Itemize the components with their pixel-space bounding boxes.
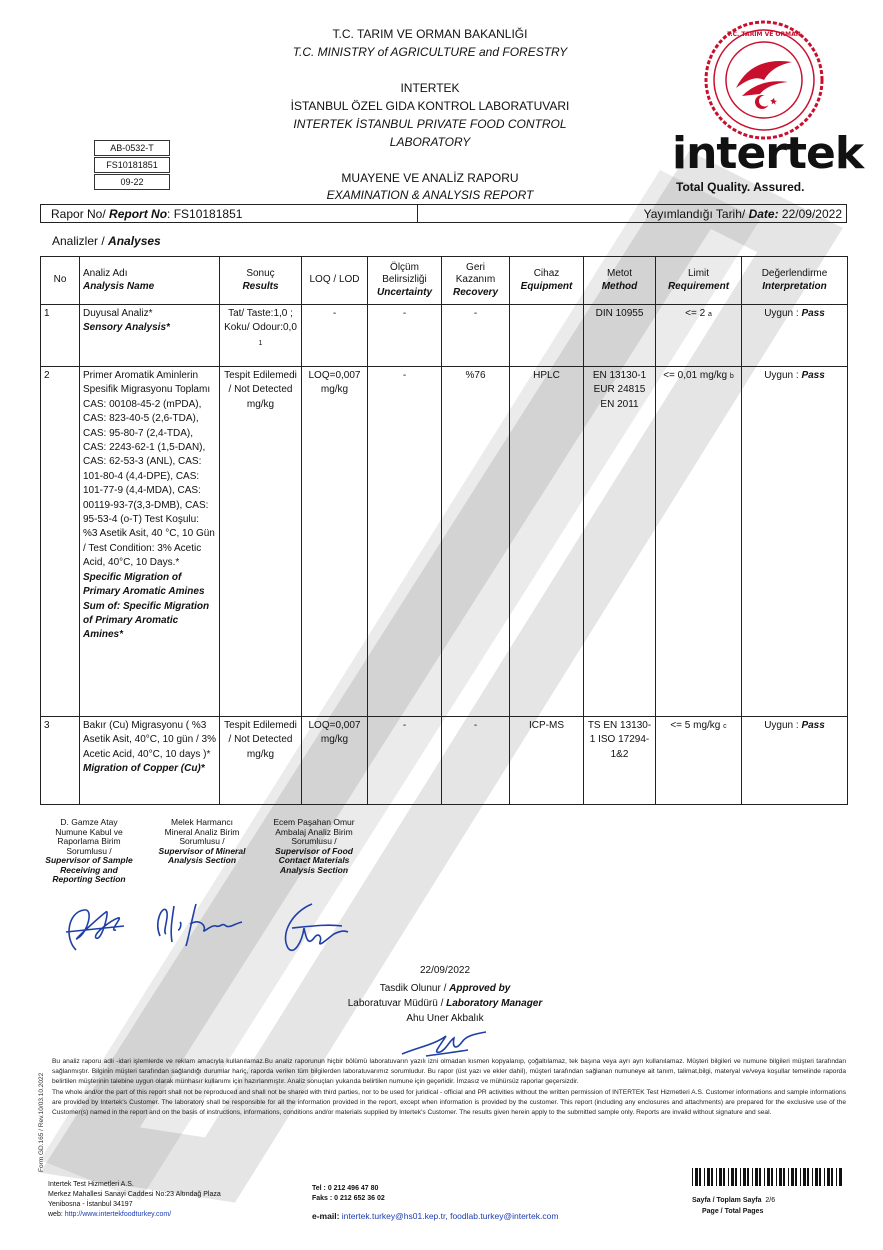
header-rec-tr1: Geri bbox=[466, 261, 485, 273]
header-loq: LOQ / LOD bbox=[302, 257, 368, 305]
intertek-logo: intertek bbox=[672, 128, 864, 179]
cell-analysis-name bbox=[80, 717, 220, 805]
manager-line bbox=[300, 997, 590, 1011]
disclaimer-en: The whole and/or the part of this report shall not be reproduced and shall not be shared with third parties, nor to be used for juridical - official and PR activities without the written permission of INTERTEK Test Hizmetleri A.S. Customer informations and sample informations are provided by Intertek's Customer. The laboratory shall be responsible for all the information provided in the report, except when information is provided by the customer. This report (including any enclosures and attachments) are prepared for the exclusive use of the Customer(s) named in the report and on the basis of instructions, informations, conditions and/or materials supplied by Intertek's Customer. The results given herein apply to the submitted sample only. Reports are invalid without signature and seal. bbox=[52, 1088, 846, 1117]
header-method-en: Method bbox=[601, 280, 638, 292]
cell-method: DIN 10955 bbox=[584, 305, 656, 367]
barcode-bar bbox=[707, 1168, 710, 1186]
code-box-form: AB-0532-T bbox=[94, 140, 170, 156]
cell-limit bbox=[656, 305, 742, 367]
barcode-bar bbox=[719, 1168, 722, 1186]
cell-loq: LOQ=0,007 mg/kg bbox=[302, 367, 368, 717]
header-interpretation bbox=[742, 257, 848, 305]
header-interp-tr: Değerlendirme bbox=[761, 268, 828, 279]
footer-tel: Tel : 0 212 496 47 80 bbox=[312, 1185, 379, 1192]
report-bar-divider bbox=[417, 205, 418, 222]
footer-phone bbox=[312, 1184, 385, 1204]
barcode-icon bbox=[692, 1168, 842, 1186]
table-row bbox=[41, 717, 848, 805]
report-no-label-tr: Rapor No/ bbox=[51, 207, 110, 221]
barcode-bar bbox=[819, 1168, 821, 1186]
header-uncertainty bbox=[368, 257, 442, 305]
barcode-bar bbox=[839, 1168, 842, 1186]
footer-web-label: web: bbox=[48, 1211, 65, 1218]
barcode-bar bbox=[740, 1168, 741, 1186]
table-header-row bbox=[41, 257, 848, 305]
footer-company bbox=[48, 1180, 221, 1220]
barcode-bar bbox=[788, 1168, 789, 1186]
signatory-3-title-tr: Ambalaj Analiz Birim Sorumlusu / bbox=[275, 826, 353, 846]
header-equip-tr: Cihaz bbox=[533, 268, 560, 279]
interp-en: Pass bbox=[801, 370, 825, 381]
barcode-bar bbox=[783, 1168, 785, 1186]
approved-by-tr: Tasdik Olunur / bbox=[379, 983, 450, 994]
interp-tr: Uygun : bbox=[764, 308, 802, 319]
limit-value: <= 2 bbox=[685, 308, 706, 319]
table-row bbox=[41, 367, 848, 717]
report-no-value: : FS10181851 bbox=[167, 207, 243, 221]
lab-name: INTERTEK bbox=[400, 81, 460, 95]
svg-text:T.C. TARIM VE ORMAN: T.C. TARIM VE ORMAN bbox=[727, 31, 801, 38]
signatory-1 bbox=[40, 818, 138, 885]
barcode-bar bbox=[779, 1168, 782, 1186]
table-row bbox=[41, 305, 848, 367]
footer-address-2: Yenibosna - İstanbul 34197 bbox=[48, 1201, 133, 1208]
barcode-bar bbox=[743, 1168, 746, 1186]
disclaimer-tr: Bu analiz raporu adli -idari işlemlerde ve reklam amacıyla kullanılamaz.Bu analiz raporunun hiçbir bölümü laboratuvarın yazılı izni olmadan kısmen kopyalanıp, çoğaltılamaz, tek başına veya ayrı ayrı kullanılamaz. Müşteri bilgileri ve numune bilgileri müşteri tarafından sağlanmıştır. Bilginin müşteri tarafından sağlandığı durumlar hariç, raporda verilen tüm bilgilerden laboratuvarımız sorumludur. Bu rapor (üst yazı ve ekler dahil), müşteri tarafından sağlanan numuneye ait tanım, talimat,bilgi, materyal ve/veya koşullar temelinde raporda belirtilen müşterinin talebine uygun olarak münhasır kullanımı için hazırlanmıştır. Analiz sonuçları yukarıda belirtilen numune için geçerlidir. İmzasız ve mühürsüz raporlar geçersizdir. bbox=[52, 1058, 846, 1086]
cell-analysis-name bbox=[80, 305, 220, 367]
approval-line bbox=[300, 982, 590, 996]
signature-2-icon bbox=[150, 896, 250, 952]
report-info-bar bbox=[40, 204, 847, 223]
analysis-name-en: Sensory Analysis* bbox=[83, 322, 170, 334]
cell-no: 2 bbox=[41, 367, 80, 717]
limit-value: <= 0,01 mg/kg bbox=[663, 370, 728, 381]
cell-uncertainty: - bbox=[368, 717, 442, 805]
cell-equipment: HPLC bbox=[510, 367, 584, 717]
cell-result: Tespit Edilemedi / Not Detected mg/kg bbox=[220, 367, 302, 717]
interp-tr: Uygun : bbox=[764, 370, 802, 381]
barcode-bar bbox=[791, 1168, 794, 1186]
barcode-bar bbox=[752, 1168, 753, 1186]
lab-name-en-1: INTERTEK İSTANBUL PRIVATE FOOD CONTROL bbox=[293, 117, 567, 131]
barcode-bar bbox=[728, 1168, 729, 1186]
analysis-name-en: Specific Migration of Primary Aromatic Amines Sum of: Specific Migration of Primary Aromatic Amines* bbox=[83, 571, 210, 641]
analysis-name-tr: Duyusal Analiz* bbox=[83, 308, 153, 319]
cell-recovery: - bbox=[442, 717, 510, 805]
footer-address-1: Merkez Mahallesi Sanayi Caddesi No:23 Altındağ Plaza bbox=[48, 1191, 221, 1198]
barcode-bar bbox=[836, 1168, 837, 1186]
signatory-1-title-tr: Numune Kabul ve Raporlama Birim Sorumlusu / bbox=[55, 826, 123, 856]
header-results bbox=[220, 257, 302, 305]
signatory-3-title-en: Supervisor of Food Contact Materials Analysis Section bbox=[275, 845, 353, 875]
cell-equipment: ICP-MS bbox=[510, 717, 584, 805]
cell-result bbox=[220, 305, 302, 367]
limit-footnote: b bbox=[729, 373, 734, 380]
page-count bbox=[692, 1196, 775, 1206]
cell-interpretation bbox=[742, 367, 848, 717]
lab-name-en-2: LABORATORY bbox=[389, 135, 471, 149]
barcode-bar bbox=[716, 1168, 717, 1186]
analysis-name-en: Migration of Copper (Cu)* bbox=[83, 763, 205, 775]
barcode-bar bbox=[807, 1168, 809, 1186]
code-box-report: FS10181851 bbox=[94, 157, 170, 173]
approval-date: 22/09/2022 bbox=[419, 965, 471, 976]
header-equip-en: Equipment bbox=[520, 280, 573, 292]
header-unc-tr2: Belirsizliği bbox=[382, 274, 427, 286]
code-box-date: 09-22 bbox=[94, 174, 170, 190]
barcode-bar bbox=[815, 1168, 818, 1186]
signatory-2 bbox=[152, 818, 252, 866]
barcode-bar bbox=[824, 1168, 825, 1186]
barcode-bar bbox=[776, 1168, 777, 1186]
cell-analysis-name bbox=[80, 367, 220, 717]
interp-en: Pass bbox=[801, 308, 825, 319]
interp-en: Pass bbox=[801, 720, 825, 731]
barcode-bar bbox=[800, 1168, 801, 1186]
header-equipment bbox=[510, 257, 584, 305]
result-footnote: 1 bbox=[258, 339, 263, 347]
barcode-bar bbox=[803, 1168, 806, 1186]
footer-web bbox=[48, 1210, 221, 1220]
header-limit bbox=[656, 257, 742, 305]
cell-equipment bbox=[510, 305, 584, 367]
signatory-1-name: D. Gamze Atay bbox=[60, 817, 118, 827]
footer-fax: Faks : 0 212 652 36 02 bbox=[312, 1195, 385, 1202]
barcode-bar bbox=[747, 1168, 749, 1186]
ministry-tr: T.C. TARIM VE ORMAN BAKANLIĞI bbox=[332, 27, 528, 41]
report-type-en: EXAMINATION & ANALYSIS REPORT bbox=[326, 188, 534, 202]
barcode-bar bbox=[695, 1168, 698, 1186]
header-analysis-name bbox=[80, 257, 220, 305]
manager-title-en: Laboratory Manager bbox=[446, 998, 543, 1009]
barcode-bar bbox=[735, 1168, 737, 1186]
lab-name-tr: İSTANBUL ÖZEL GIDA KONTROL LABORATUVARI bbox=[290, 99, 570, 113]
date-value: 22/09/2022 bbox=[778, 207, 842, 221]
barcode-bar bbox=[827, 1168, 830, 1186]
header-name-tr: Analiz Adı bbox=[83, 268, 128, 279]
header-recovery bbox=[442, 257, 510, 305]
cell-interpretation bbox=[742, 305, 848, 367]
cell-recovery: - bbox=[442, 305, 510, 367]
cell-interpretation bbox=[742, 717, 848, 805]
analysis-table bbox=[40, 256, 848, 805]
page-value: 2/6 bbox=[765, 1197, 776, 1204]
header-no: No bbox=[41, 257, 80, 305]
date-label-en: Date: bbox=[748, 207, 779, 221]
page-label-en: Page / Total Pages bbox=[702, 1208, 764, 1215]
analysis-name-tr: Bakır (Cu) Migrasyonu ( %3 Asetik Asit, 40°C, 10 gün / 3% Acetic Acid, 40°C, 10 days )* bbox=[83, 720, 216, 760]
barcode-bar bbox=[731, 1168, 734, 1186]
page-label-tr: Sayfa / Toplam Sayfa bbox=[692, 1197, 762, 1204]
barcode-bar bbox=[767, 1168, 770, 1186]
barcode-bar bbox=[795, 1168, 797, 1186]
analysis-name-tr: Primer Aromatik Aminlerin Spesifik Migrasyonu Toplamı CAS: 00108-45-2 (mPDA), CAS: 823-40-5 (2,6-TDA), CAS: 95-80-7 (2,4-TDA), CAS: 2243-62-1 (1,5-DAN), CAS: 62-53-3 (ANL), CAS: 101-80-4 (4,4-DPE), CAS: 101-77-9 (4,4-MDA), CAS: 00119-93-7(3,3-DMB), CAS: 95-53-4 (o-T) Test Koşulu: %3 Asetik Asit, 40 °C, 10 Gün / Test Condition: 3% Acetic Acid, 40°C, 10 Days.* bbox=[83, 370, 215, 569]
manager-title-tr: Laboratuvar Müdürü / bbox=[347, 998, 447, 1009]
cell-loq: LOQ=0,007 mg/kg bbox=[302, 717, 368, 805]
report-date bbox=[644, 207, 842, 221]
footer-web-link[interactable]: http://www.intertekfoodturkey.com/ bbox=[64, 1211, 172, 1218]
signatory-2-title-en: Supervisor of Mineral Analysis Section bbox=[158, 845, 246, 865]
result-value: Tat/ Taste:1,0 ; Koku/ Odour:0,0 bbox=[224, 308, 297, 334]
barcode-bar bbox=[831, 1168, 833, 1186]
footer-email bbox=[312, 1211, 558, 1221]
cell-limit bbox=[656, 717, 742, 805]
signatory-2-name: Melek Harmancı bbox=[171, 817, 233, 827]
header-result-en: Results bbox=[242, 280, 279, 292]
manager-name: Ahu Uner Akbalık bbox=[406, 1013, 484, 1024]
report-number bbox=[51, 207, 242, 221]
signatory-3 bbox=[266, 818, 362, 875]
limit-footnote: c bbox=[723, 723, 727, 730]
cell-uncertainty: - bbox=[368, 367, 442, 717]
barcode-bar bbox=[764, 1168, 765, 1186]
analyses-title bbox=[52, 234, 161, 248]
form-code: Form GD.165 / Rev.10/03.10.2022 bbox=[38, 1072, 45, 1172]
barcode-bar bbox=[692, 1168, 693, 1186]
intertek-tagline: Total Quality. Assured. bbox=[676, 180, 805, 194]
ministry-en: T.C. MINISTRY of AGRICULTURE and FORESTRY bbox=[292, 45, 568, 59]
signatory-3-name: Ecem Paşahan Omur bbox=[273, 817, 355, 827]
barcode-bar bbox=[704, 1168, 705, 1186]
header-unc-tr1: Ölçüm bbox=[390, 261, 419, 273]
header-unc-en: Uncertainty bbox=[376, 286, 432, 298]
analyses-title-tr: Analizler / bbox=[52, 234, 109, 248]
header-rec-tr2: Kazanım bbox=[455, 274, 496, 286]
cell-uncertainty: - bbox=[368, 305, 442, 367]
cell-loq: - bbox=[302, 305, 368, 367]
signatory-1-title-en: Supervisor of Sample Receiving and Reporting Section bbox=[45, 855, 133, 884]
approved-by-en: Approved by bbox=[449, 983, 511, 994]
limit-value: <= 5 mg/kg bbox=[670, 720, 721, 731]
header-interp-en: Interpretation bbox=[762, 280, 827, 292]
header-method-tr: Metot bbox=[606, 268, 632, 279]
signature-3-icon bbox=[272, 898, 352, 958]
footer-email-link[interactable]: intertek.turkey@hs01.kep.tr, foodlab.turkey@intertek.com bbox=[341, 1211, 559, 1221]
cell-method: TS EN 13130-1 ISO 17294-1&2 bbox=[584, 717, 656, 805]
header-name-en: Analysis Name bbox=[83, 280, 155, 292]
disclaimer bbox=[52, 1057, 846, 1118]
header-rec-en: Recovery bbox=[452, 286, 499, 298]
limit-footnote: a bbox=[707, 311, 712, 318]
barcode-bar bbox=[711, 1168, 713, 1186]
date-label-tr: Yayımlandığı Tarih/ bbox=[643, 207, 749, 221]
barcode-bar bbox=[812, 1168, 813, 1186]
barcode-bar bbox=[755, 1168, 758, 1186]
barcode-bar bbox=[771, 1168, 773, 1186]
report-no-label-en: Report No bbox=[109, 207, 168, 221]
barcode-bar bbox=[699, 1168, 701, 1186]
footer-email-label: e-mail: bbox=[312, 1211, 342, 1221]
cell-method: EN 13130-1 EUR 24815 EN 2011 bbox=[584, 367, 656, 717]
cell-no: 3 bbox=[41, 717, 80, 805]
cell-no: 1 bbox=[41, 305, 80, 367]
header-limit-tr: Limit bbox=[687, 268, 710, 279]
barcode-bar bbox=[723, 1168, 725, 1186]
analyses-title-en: Analyses bbox=[108, 234, 161, 248]
cell-limit bbox=[656, 367, 742, 717]
header-result-tr: Sonuç bbox=[246, 268, 275, 279]
header-limit-en: Requirement bbox=[667, 280, 730, 292]
ministry-emblem-icon bbox=[702, 18, 826, 142]
signatory-2-title-tr: Mineral Analiz Birim Sorumlusu / bbox=[164, 826, 240, 846]
cell-result: Tespit Edilemedi / Not Detected mg/kg bbox=[220, 717, 302, 805]
barcode-bar bbox=[759, 1168, 761, 1186]
interp-tr: Uygun : bbox=[764, 720, 802, 731]
cell-recovery: %76 bbox=[442, 367, 510, 717]
footer-company-name: Intertek Test Hizmetleri A.S. bbox=[48, 1181, 134, 1188]
header-method bbox=[584, 257, 656, 305]
signature-1-icon bbox=[58, 898, 128, 960]
report-type-tr: MUAYENE VE ANALİZ RAPORU bbox=[341, 171, 519, 185]
